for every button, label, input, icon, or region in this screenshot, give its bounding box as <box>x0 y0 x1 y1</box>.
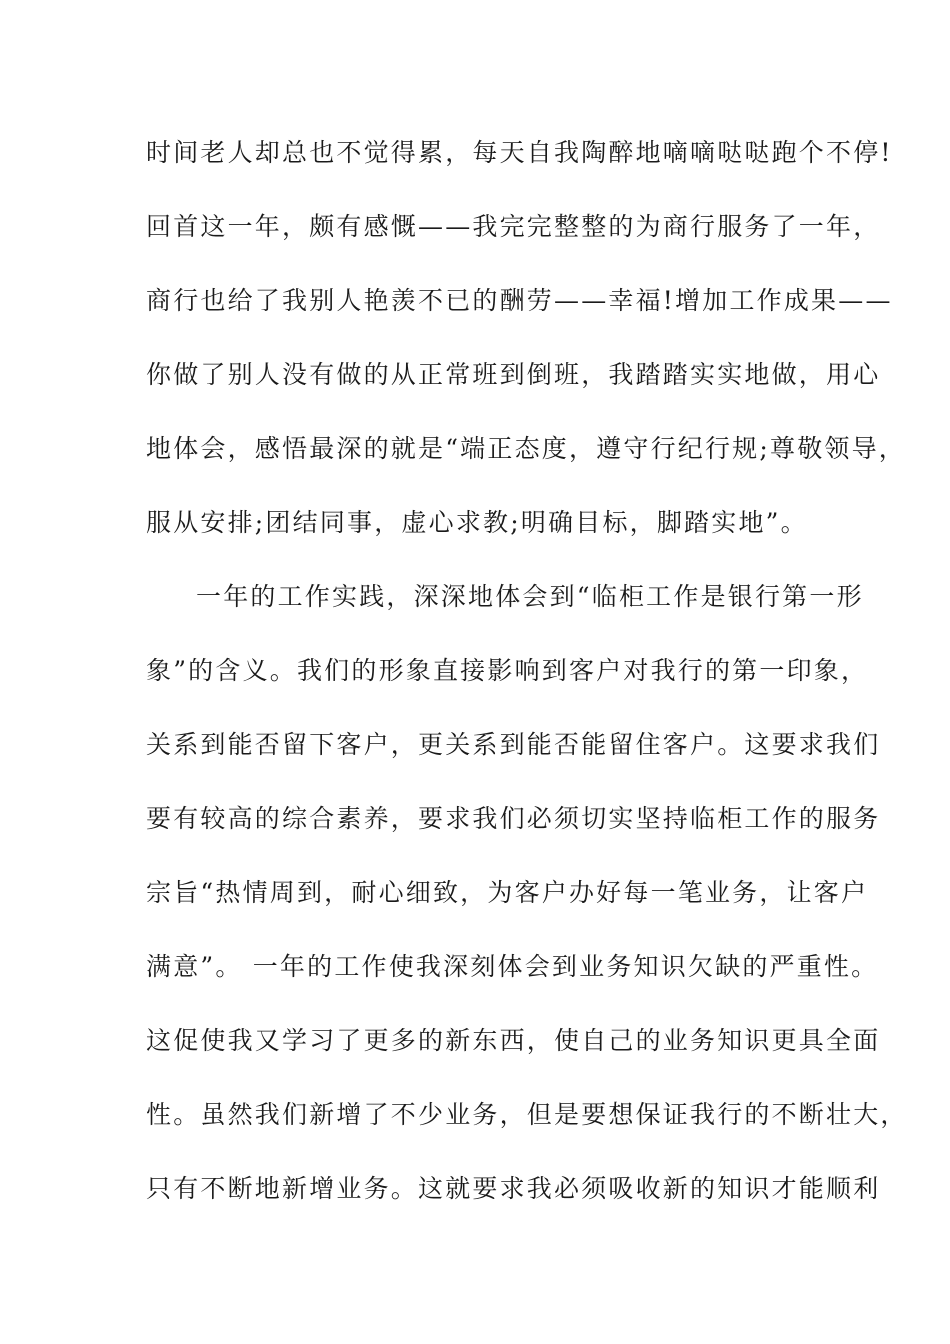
text-line: 回首这一年，颇有感慨——我完完整整的为商行服务了一年， <box>146 212 881 241</box>
text-line: 宗旨“热情周到，耐心细致，为客户办好每一笔业务，让客户 <box>146 878 869 907</box>
text-line: 商行也给了我别人艳羡不已的酬劳——幸福!增加工作成果—— <box>146 286 893 315</box>
text-line: 关系到能否留下客户，更关系到能否能留住客户。这要求我们 <box>146 730 881 759</box>
text-line: 象”的含义。我们的形象直接影响到客户对我行的第一印象， <box>146 656 869 685</box>
text-line: 这促使我又学习了更多的新东西，使自己的业务知识更具全面 <box>146 1026 881 1055</box>
text-line-indented: 一年的工作实践，深深地体会到“临柜工作是银行第一形 <box>196 582 864 611</box>
text-line: 只有不断地新增业务。这就要求我必须吸收新的知识才能顺利 <box>146 1174 881 1203</box>
text-line: 满意”。 一年的工作使我深刻体会到业务知识欠缺的严重性。 <box>146 952 879 981</box>
text-line: 服从安排;团结同事，虚心求教;明确目标，脚踏实地”。 <box>146 508 808 537</box>
text-line: 地体会，感悟最深的就是“端正态度，遵守行纪行规;尊敬领导， <box>146 434 907 463</box>
text-line: 时间老人却总也不觉得累，每天自我陶醉地嘀嘀哒哒跑个不停! <box>146 138 893 167</box>
text-line: 性。虽然我们新增了不少业务，但是要想保证我行的不断壮大， <box>146 1100 908 1129</box>
text-line: 要有较高的综合素养，要求我们必须切实坚持临柜工作的服务 <box>146 804 881 833</box>
text-line: 你做了别人没有做的从正常班到倒班，我踏踏实实地做，用心 <box>146 360 881 389</box>
